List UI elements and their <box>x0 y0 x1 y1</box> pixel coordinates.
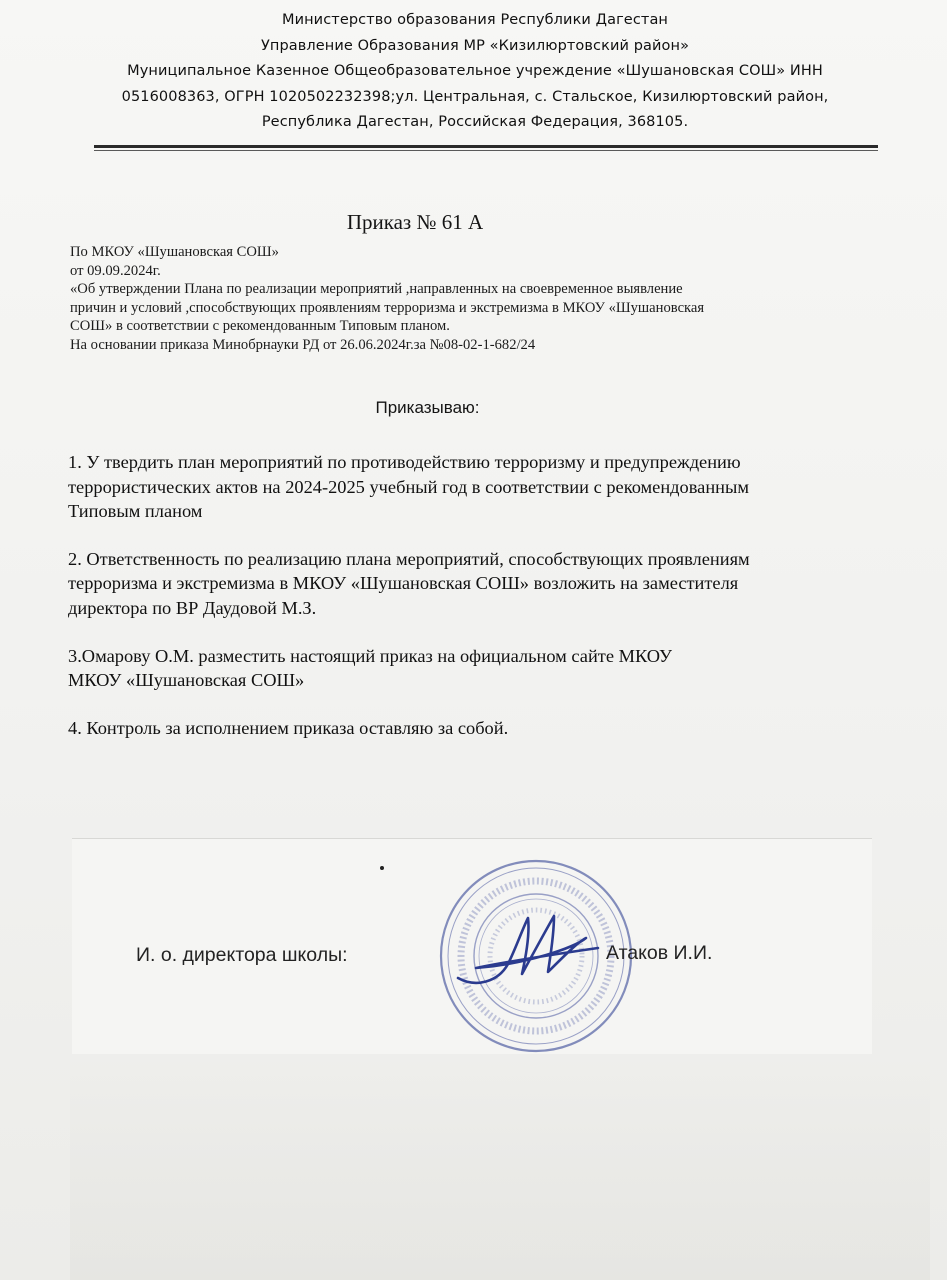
order-item <box>68 644 928 693</box>
order-title: Приказ № 61 А <box>346 210 484 234</box>
order-item <box>68 716 928 741</box>
letterhead-line-department: Управление Образования МР «Кизилюртовский район» <box>260 37 690 54</box>
order-organization: По МКОУ «Шушановская СОШ» <box>70 244 279 260</box>
order-date: от 09.09.2024г. <box>70 262 161 279</box>
order-subject-line: причин и условий ,способствующих проявлениям терроризма и экстремизма в МКОУ «Шушановская <box>70 299 705 316</box>
order-item <box>68 450 928 524</box>
order-item-line: Типовым планом <box>68 501 203 522</box>
signature-role: И. о. директора школы: <box>136 944 348 966</box>
order-item-line: 3.Омарову О.М. разместить настоящий приказ на официальном сайте МКОУ <box>68 645 673 666</box>
letterhead <box>40 8 910 136</box>
letterhead-line-institution: Муниципальное Казенное Общеобразовательное учреждение «Шушановская СОШ» ИНН <box>127 63 823 79</box>
order-subject-line: «Об утверждении Плана по реализации мероприятий ,направленных на своевременное выявление <box>70 281 683 297</box>
order-item-line: директора по ВР Даудовой М.З. <box>68 597 317 618</box>
order-meta <box>70 243 920 354</box>
order-items <box>68 450 928 763</box>
order-item-line: 2. Ответственность по реализацию плана мероприятий, способствующих проявлениям <box>68 548 750 569</box>
letterhead-divider-thin <box>94 150 878 151</box>
order-item-line: МКОУ «Шушановская СОШ» <box>68 670 305 691</box>
order-item-line: 1. У твердить план мероприятий по противодействию терроризму и предупреждению <box>68 452 741 472</box>
signature-name: Атаков И.И. <box>606 942 713 964</box>
order-subject-line: СОШ» в соответствии с рекомендованным Типовым планом. <box>70 318 450 334</box>
lower-blank-area <box>70 1060 930 1280</box>
order-command: Приказываю: <box>375 398 480 417</box>
order-item-line: 4. Контроль за исполнением приказа оставляю за собой. <box>68 717 509 738</box>
order-item-line: террористических актов на 2024-2025 учебный год в соответствии с рекомендованным <box>68 476 750 497</box>
order-item-line: терроризма и экстремизма в МКОУ «Шушановская СОШ» возложить на заместителя <box>68 573 739 594</box>
letterhead-line-ministry: Министерство образования Республики Дагестан <box>281 12 669 28</box>
letterhead-line-address: Республика Дагестан, Российская Федерация, 368105. <box>261 114 689 130</box>
order-item <box>68 547 928 621</box>
order-basis: На основании приказа Минобрнауки РД от 26.06.2024г.за №08-02-1-682/24 <box>70 336 536 353</box>
ink-dot <box>380 866 384 870</box>
letterhead-line-registration: 0516008363, ОГРН 1020502232398;ул. Центральная, с. Стальское, Кизилюртовский район, <box>121 88 829 105</box>
letterhead-divider <box>94 145 878 148</box>
